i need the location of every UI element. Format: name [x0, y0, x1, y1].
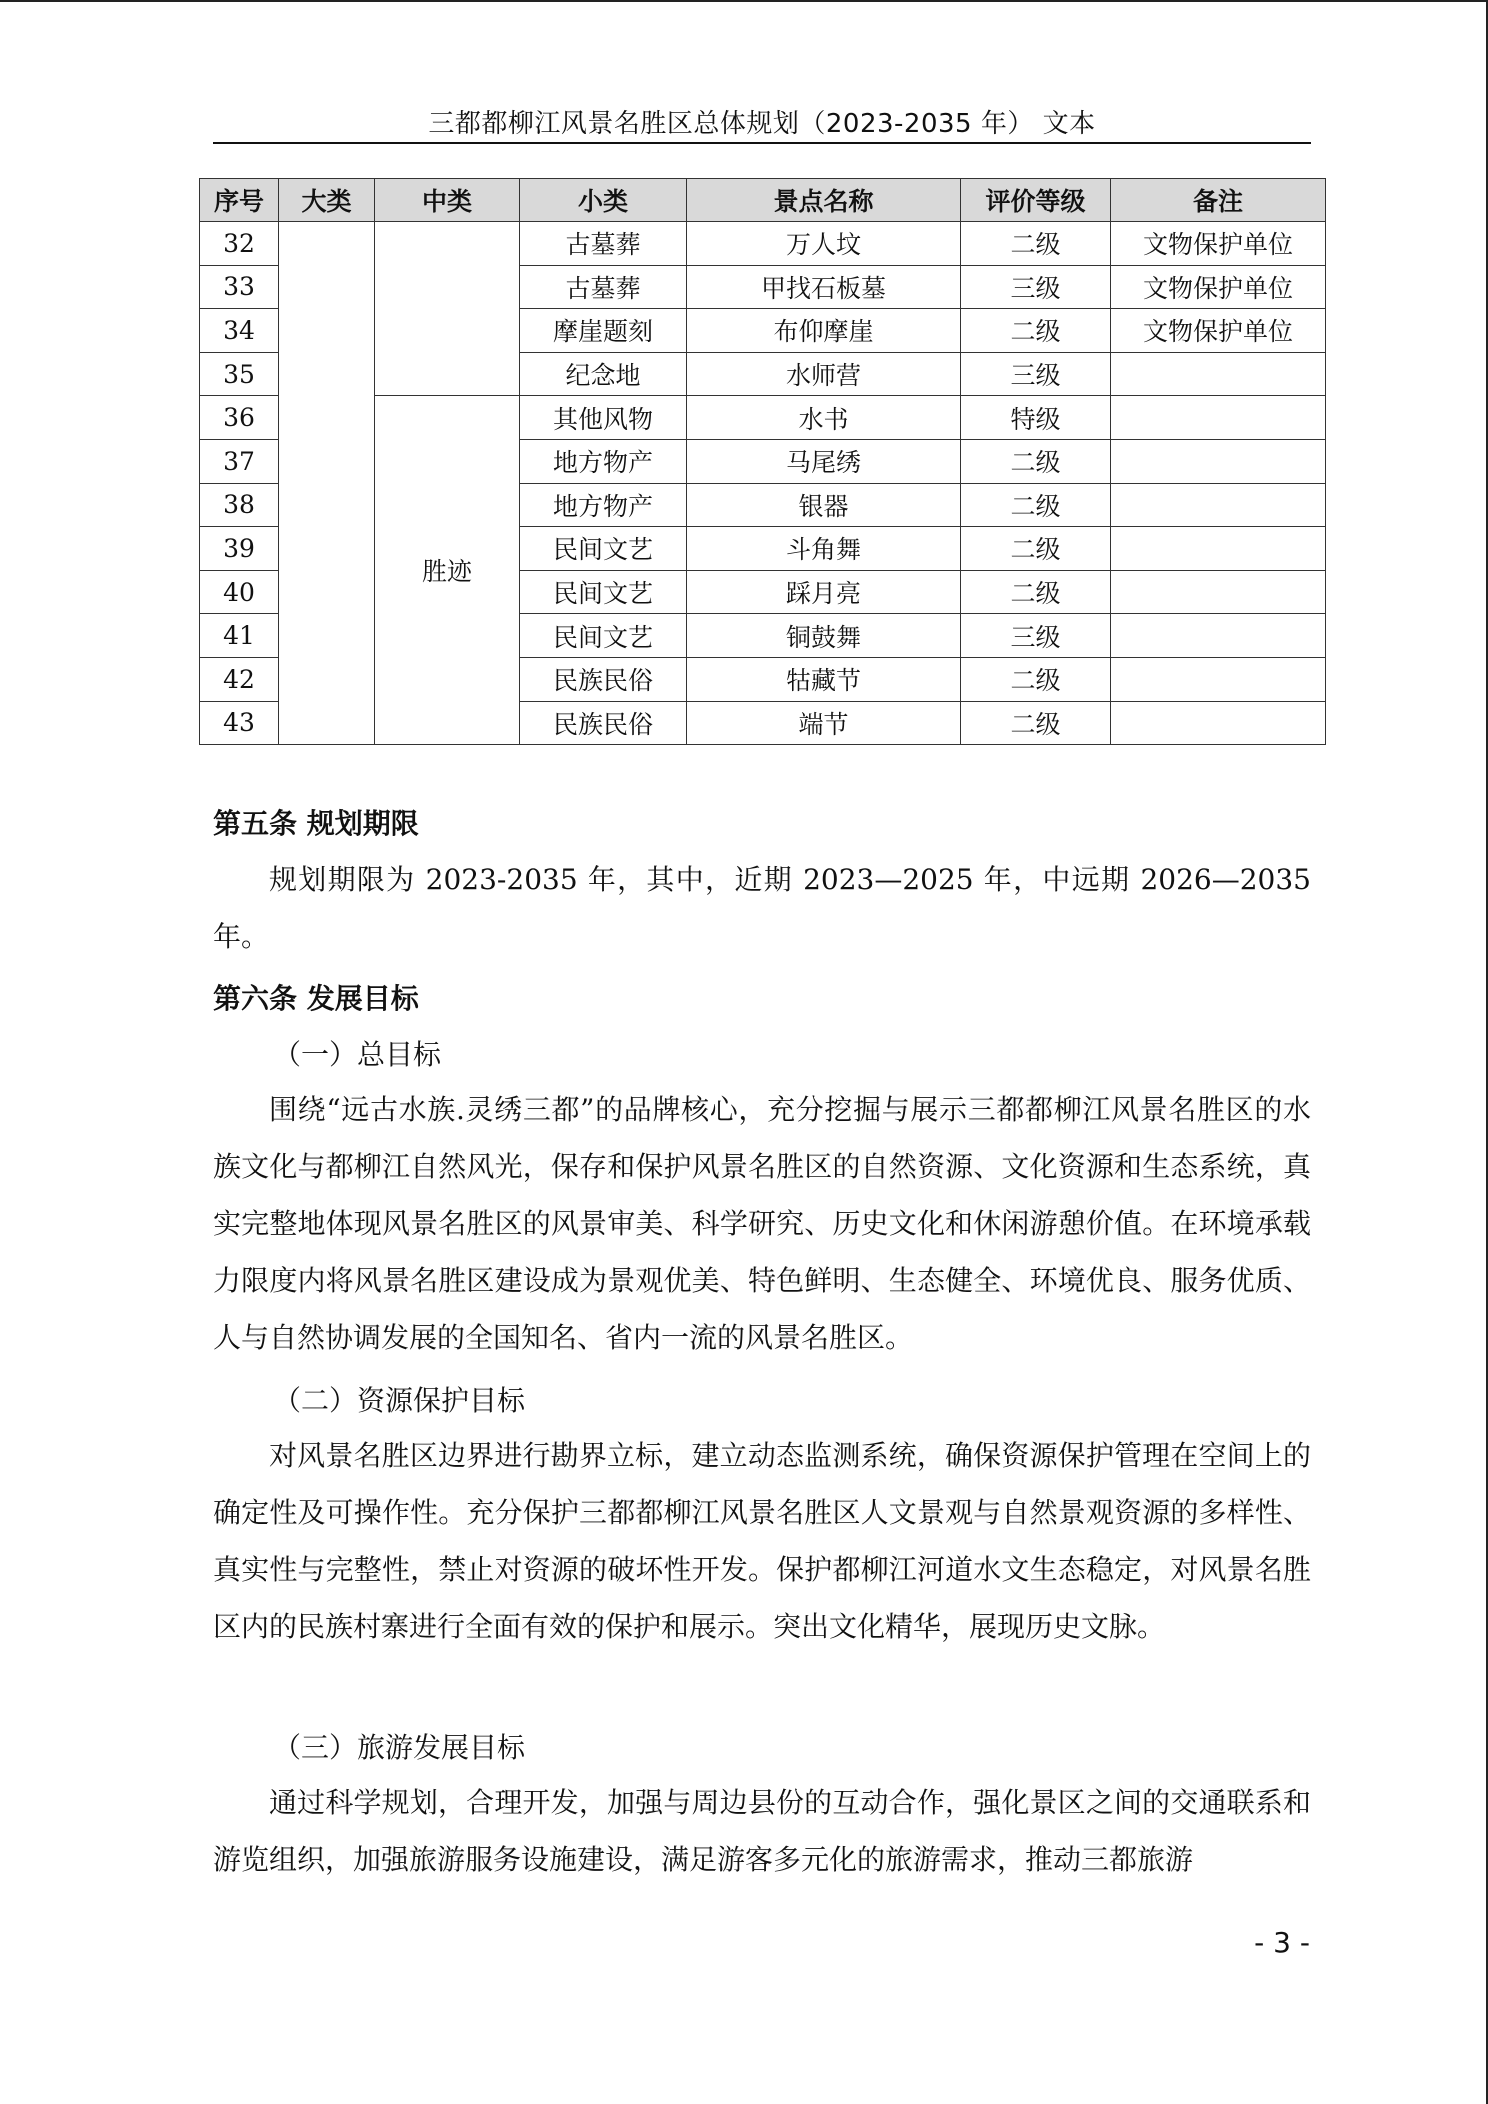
cell-grade: 三级 — [961, 614, 1111, 658]
attractions-table — [199, 178, 1326, 745]
cell-note — [1111, 657, 1326, 701]
cell-grade: 特级 — [961, 396, 1111, 440]
cell-mid-category: 胜迹 — [375, 396, 520, 745]
cell-grade: 三级 — [961, 352, 1111, 396]
col-header-no: 序号 — [200, 179, 279, 222]
cell-name: 甲找石板墓 — [687, 265, 961, 309]
cell-no: 37 — [200, 439, 279, 483]
cell-note: 文物保护单位 — [1111, 222, 1326, 266]
cell-name: 端节 — [687, 701, 961, 745]
paragraph-tourism-development: 通过科学规划，合理开发，加强与周边县份的互动合作，强化景区之间的交通联系和游览组织，加强旅游服务设施建设，满足游客多元化的旅游需求，推动三都旅游 — [213, 1786, 1311, 1876]
cell-no: 41 — [200, 614, 279, 658]
cell-grade: 二级 — [961, 439, 1111, 483]
subheading-resource-protection: （二）资源保护目标 — [273, 1384, 526, 1417]
header-underline — [213, 142, 1311, 144]
cell-note — [1111, 439, 1326, 483]
col-header-major-category: 大类 — [279, 179, 375, 222]
section5-title: 第五条 规划期限 — [213, 807, 419, 840]
cell-name: 水师营 — [687, 352, 961, 396]
cell-no: 40 — [200, 570, 279, 614]
cell-major-category — [279, 222, 375, 745]
paragraph-resource-protection: 对风景名胜区边界进行勘界立标，建立动态监测系统，确保资源保护管理在空间上的确定性及可操作性。充分保护三都都柳江风景名胜区人文景观与自然景观资源的多样性、真实性与完整性，禁止对资源的破坏性开发。保护都柳江河道水文生态稳定，对风景名胜区内的民族村寨进行全面有效的保护和展示。突出文化精华，展现历史文脉。 — [213, 1439, 1311, 1643]
table-row — [200, 222, 1326, 266]
cell-sub: 地方物产 — [520, 439, 687, 483]
cell-grade: 二级 — [961, 222, 1111, 266]
col-header-sub-category: 小类 — [520, 179, 687, 222]
cell-no: 43 — [200, 701, 279, 745]
section6-title: 第六条 发展目标 — [213, 982, 419, 1015]
subheading-tourism-development: （三）旅游发展目标 — [273, 1731, 526, 1764]
cell-name: 踩月亮 — [687, 570, 961, 614]
cell-sub: 民间文艺 — [520, 527, 687, 571]
paragraph-overall-goal: 围绕“远古水族.灵绣三都”的品牌核心，充分挖掘与展示三都都柳江风景名胜区的水族文化与都柳江自然风光，保存和保护风景名胜区的自然资源、文化资源和生态系统，真实完整地体现风景名胜区的风景审美、科学研究、历史文化和休闲游憩价值。在环境承载力限度内将风景名胜区建设成为景观优美、特色鲜明、生态健全、环境优良、服务优质、人与自然协调发展的全国知名、省内一流的风景名胜区。 — [213, 1093, 1311, 1354]
cell-name: 水书 — [687, 396, 961, 440]
cell-grade: 二级 — [961, 701, 1111, 745]
cell-note — [1111, 483, 1326, 527]
cell-grade: 二级 — [961, 657, 1111, 701]
cell-grade: 二级 — [961, 527, 1111, 571]
cell-sub: 民间文艺 — [520, 614, 687, 658]
section5-body: 规划期限为 2023-2035 年，其中，近期 2023—2025 年，中远期 2026—2035 年。 — [213, 863, 1311, 953]
cell-note: 文物保护单位 — [1111, 265, 1326, 309]
cell-grade: 二级 — [961, 309, 1111, 353]
cell-no: 34 — [200, 309, 279, 353]
cell-sub: 古墓葬 — [520, 265, 687, 309]
cell-no: 39 — [200, 527, 279, 571]
cell-name: 斗角舞 — [687, 527, 961, 571]
table-header-row — [200, 179, 1326, 222]
cell-mid-category-empty — [375, 222, 520, 396]
cell-note — [1111, 570, 1326, 614]
cell-no: 33 — [200, 265, 279, 309]
cell-sub: 纪念地 — [520, 352, 687, 396]
cell-no: 32 — [200, 222, 279, 266]
page-header-title: 三都都柳江风景名胜区总体规划（2023-2035 年） 文本 — [428, 109, 1096, 139]
cell-sub: 其他风物 — [520, 396, 687, 440]
cell-sub: 民族民俗 — [520, 701, 687, 745]
cell-sub: 古墓葬 — [520, 222, 687, 266]
cell-sub: 地方物产 — [520, 483, 687, 527]
cell-name: 布仰摩崖 — [687, 309, 961, 353]
cell-note — [1111, 701, 1326, 745]
col-header-site-name: 景点名称 — [687, 179, 961, 222]
cell-note — [1111, 396, 1326, 440]
cell-grade: 三级 — [961, 265, 1111, 309]
cell-name: 银器 — [687, 483, 961, 527]
page-top-border — [0, 0, 1488, 2]
cell-note — [1111, 352, 1326, 396]
cell-sub: 民族民俗 — [520, 657, 687, 701]
cell-sub: 摩崖题刻 — [520, 309, 687, 353]
cell-note — [1111, 614, 1326, 658]
cell-no: 38 — [200, 483, 279, 527]
cell-grade: 二级 — [961, 570, 1111, 614]
cell-no: 36 — [200, 396, 279, 440]
col-header-note: 备注 — [1111, 179, 1326, 222]
cell-no: 35 — [200, 352, 279, 396]
cell-name: 铜鼓舞 — [687, 614, 961, 658]
subheading-overall-goal: （一）总目标 — [273, 1038, 442, 1071]
page-number: - 3 - — [1254, 1926, 1310, 1959]
col-header-grade: 评价等级 — [961, 179, 1111, 222]
cell-sub: 民间文艺 — [520, 570, 687, 614]
cell-note — [1111, 527, 1326, 571]
cell-note: 文物保护单位 — [1111, 309, 1326, 353]
cell-name: 牯藏节 — [687, 657, 961, 701]
cell-name: 万人坟 — [687, 222, 961, 266]
cell-name: 马尾绣 — [687, 439, 961, 483]
cell-no: 42 — [200, 657, 279, 701]
col-header-mid-category: 中类 — [375, 179, 520, 222]
cell-grade: 二级 — [961, 483, 1111, 527]
